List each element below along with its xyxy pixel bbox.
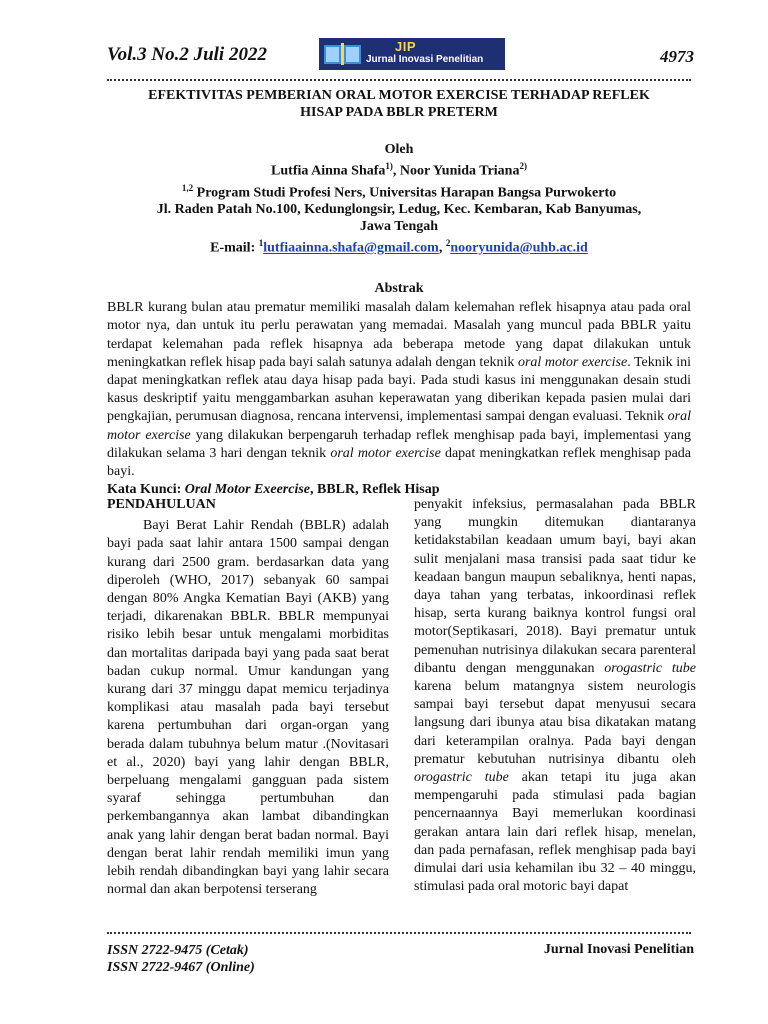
logo-abbreviation: JIP bbox=[395, 39, 417, 54]
email-label: E-mail: bbox=[210, 240, 259, 256]
email-line bbox=[107, 235, 691, 257]
author-1-sup: 1) bbox=[385, 161, 393, 171]
paper-title bbox=[107, 87, 691, 121]
author-separator: , bbox=[392, 163, 400, 179]
section-heading-introduction: PENDAHULUAN bbox=[107, 497, 216, 512]
abstract-heading: Abstrak bbox=[374, 281, 424, 296]
abstract-term-1: oral motor exercise bbox=[517, 354, 628, 370]
intro-paragraph-continued bbox=[414, 496, 696, 896]
abstract-text-2: . Teknik ini dapat meningkatkan reflek atau daya hisap pada bayi. Pada studi kasus ini menggunakan desain studi kasus deskriptif yaitu menggambarkan asuhan keperawatan yang diberikan kepada pasien mulai dari pengkajian, perumusan diagnosa, rencana intervensi, implementasi sampai dengan evaluasi. Teknik bbox=[107, 354, 691, 425]
right-text-2: karena belum matangnya sistem neurologis sampai bayi tersebut dapat menyusui secara langsung dari ibunya atau bisa dikatakan matang dari keterampilan oralnya. Pada bayi dengan prematur kebutuhan nutrisinya dibantu oleh bbox=[414, 679, 696, 767]
title-line-1: EFEKTIVITAS PEMBERIAN ORAL MOTOR EXERCISE TERHADAP REFLEK bbox=[148, 88, 650, 103]
address-line-1: Jl. Raden Patah No.100, Kedunglongsir, Ledug, Kec. Kembaran, Kab Banyumas, bbox=[156, 202, 642, 218]
authors bbox=[107, 158, 691, 180]
intro-paragraph-1: Bayi Berat Lahir Rendah (BBLR) adalah bayi pada saat lahir antara 1500 sampai dengan kurang dari 2500 gram. berdasarkan data yang diperoleh (WHO, 2017) sebanyak 60 sampai dengan 80% Angka Kematian Bayi (AKB) yang terjadi, dikarenakan BBLR. BBLR mempunyai risiko lebih besar untuk mengalami morbiditas dan mortalitas daripada bayi yang pada saat berat badan cukup normal. Umur kandungan yang kurang dari 37 minggu dapat memicu terjadinya komplikasi atau masalah pada bayi tersebut karena pertumbuhan dari organ-organ yang berada dalam tubuhnya belum matur .(Novitasari et al., 2020) bayi yang lahir dengan BBLR, berpeluang mengalami gangguan pada sistem syaraf sehingga pertumbuhan dan perkembangannya akan lambat dibandingkan anak yang lahir dengan berat badan normal. Bayi dengan berat lahir rendah memiliki imun yang lebih rendah dibandingkan bayi yang lahir secara normal dan akan berpotensi terserang bbox=[107, 518, 389, 898]
right-term-1: orogastric tube bbox=[604, 660, 696, 676]
right-term-2: orogastric tube bbox=[414, 770, 509, 786]
author-1: Lutfia Ainna Shafa bbox=[271, 163, 386, 179]
footer-journal-name: Jurnal Inovasi Penelitian bbox=[543, 942, 694, 957]
address-line-2: Jawa Tengah bbox=[359, 219, 439, 235]
author-2: Noor Yunida Triana bbox=[399, 163, 520, 179]
header-divider bbox=[107, 79, 691, 81]
abstract-text-3: yang dilakukan berpengaruh terhadap reflek menghisap pada bayi, implementasi yang dilakukan selama 3 hari dengan teknik bbox=[107, 427, 691, 461]
abstract-text-1: BBLR kurang bulan atau prematur memiliki masalah dalam kelemahan reflek hisapnya atau pada oral motor nya, dan untuk itu perlu perawatan yang memadai. Masalah yang muncul pada BBLR yaitu terdapat kelemahan pada reflek hisapnya ada beberapa metode yang dapat dilakukan untuk meningkatkan reflek hisap pada bayi salah satunya adalah dengan teknik bbox=[107, 300, 691, 370]
logo-full-name: Jurnal Inovasi Penelitian bbox=[366, 54, 484, 65]
affiliation bbox=[107, 180, 691, 202]
abstract-term-2: oral motor exercise bbox=[107, 409, 691, 443]
affiliation-text: Program Studi Profesi Ners, Universitas Harapan Bangsa Purwokerto bbox=[196, 185, 617, 201]
email-2-link[interactable]: nooryunida@uhb.ac.id bbox=[450, 240, 588, 256]
footer-divider bbox=[107, 932, 691, 934]
author-block bbox=[107, 141, 691, 257]
abstract-text-4: dapat meningkatkan reflek menghisap pada bayi. bbox=[107, 445, 691, 480]
affiliation-sup: 1,2 bbox=[181, 182, 194, 193]
right-text-3: akan tetapi itu juga akan mempengaruhi pada stimulasi pada bagian pencernaannya Bayi memerlukan koordinasi gerakan antara lain dari reflek hisap, menelan, dan pada pernafasan, reflek menghisap pada bayi dimulai dari usia kehamilan ibu 32 – 40 minggu, stimulasi pada oral motoric bayi dapat bbox=[414, 770, 696, 895]
keywords-rest: , BBLR, Reflek Hisap bbox=[310, 482, 440, 498]
abstract-body bbox=[107, 299, 691, 481]
volume-label: Vol.3 No.2 Juli 2022 bbox=[107, 44, 267, 65]
issn-print: ISSN 2722-9475 (Cetak) bbox=[107, 943, 249, 958]
author-2-sup: 2) bbox=[519, 161, 527, 171]
by-label: Oleh bbox=[384, 142, 414, 157]
title-line-2: HISAP PADA BBLR PRETERM bbox=[300, 105, 498, 120]
page-number: 4973 bbox=[660, 47, 694, 66]
issn-block bbox=[107, 942, 255, 976]
issn-online: ISSN 2722-9467 (Online) bbox=[107, 960, 255, 975]
right-text-1: penyakit infeksius, permasalahan pada BBLR yang mungkin ditemukan diantaranya ketidakstabilan keadaan umum bayi, bayi akan sulit menjalani masa transisi pada saat tidur ke keadaan bangun maupun sebaliknya, henti napas, daya tahan yang terbatas, inkoordinasi reflek hisap, serta kurang baiknya kontrol fungsi oral motor(Septikasari, 2018). Bayi prematur untuk pemenuhan nutrisinya dilakukan secara parenteral dibantu dengan menggunakan bbox=[414, 497, 696, 676]
email-1-link[interactable]: lutfiaainna.shafa@gmail.com bbox=[263, 240, 439, 256]
abstract-term-3: oral motor exercise bbox=[330, 445, 441, 461]
email-separator: , bbox=[438, 240, 446, 256]
book-icon bbox=[323, 41, 363, 67]
journal-logo bbox=[319, 38, 505, 70]
email-2-sup: 2 bbox=[445, 238, 451, 249]
email-1-sup: 1 bbox=[258, 238, 264, 249]
keyword-italic: Oral Motor Exeercise bbox=[184, 482, 310, 498]
column-left bbox=[107, 496, 389, 899]
keywords-label: Kata Kunci: bbox=[107, 482, 185, 498]
abstract-section bbox=[107, 280, 691, 499]
column-right bbox=[414, 496, 696, 896]
